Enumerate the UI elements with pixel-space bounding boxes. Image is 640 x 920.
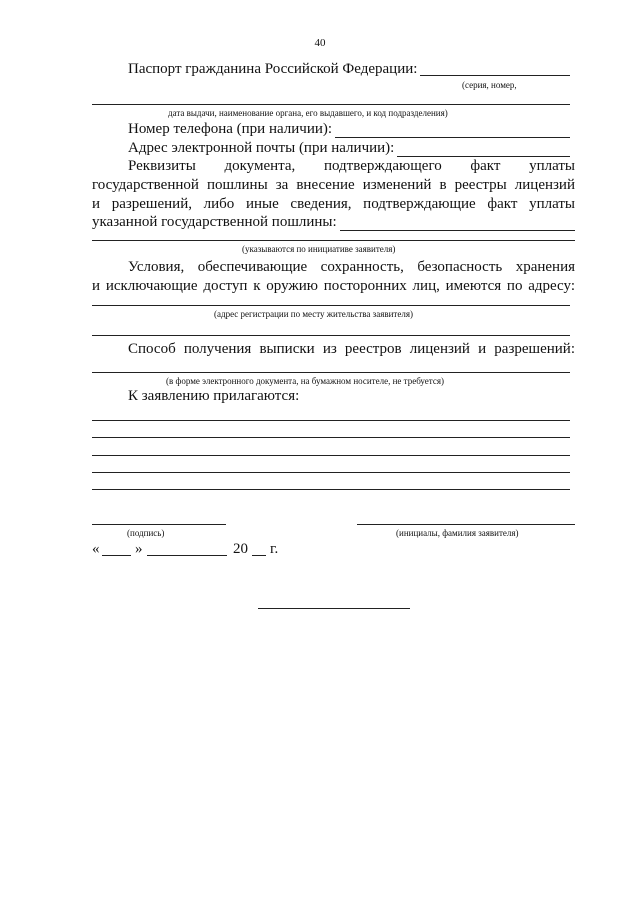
requisites-hint: (указываются по инициативе заявителя) (242, 244, 396, 254)
date-open-quote: « (92, 541, 100, 557)
passport-series-hint: (серия, номер, (462, 80, 517, 90)
email-field[interactable] (397, 142, 570, 157)
conditions-hint: (адрес регистрации по месту жительства заявителя) (214, 309, 413, 319)
passport-issue-field[interactable] (92, 104, 570, 105)
email-label: Адрес электронной почты (при наличии): (128, 140, 395, 156)
page-number: 40 (314, 37, 326, 49)
attachments-line-1[interactable] (92, 420, 570, 421)
signature-field[interactable] (92, 524, 226, 525)
conditions-line-2: и исключающие доступ к оружию посторонних лиц, имеются по адресу: (92, 278, 575, 294)
conditions-line-1: Условия, обеспечивающие сохранность, безопасность хранения (128, 259, 575, 275)
separator-line (258, 608, 410, 609)
email-row (128, 139, 570, 157)
date-day-field[interactable] (102, 555, 131, 556)
method-label: Способ получения выписки из реестров лицензий и разрешений: (128, 341, 575, 357)
requisites-line-4: указанной государственной пошлины: (92, 214, 337, 230)
phone-field[interactable] (335, 123, 570, 138)
date-year-prefix: 20 (233, 541, 248, 557)
attachments-line-4[interactable] (92, 472, 570, 473)
conditions-address-field-2[interactable] (92, 335, 570, 336)
date-close-quote: » (135, 541, 143, 557)
attachments-line-3[interactable] (92, 455, 570, 456)
requisites-field-2[interactable] (92, 240, 575, 241)
conditions-address-field[interactable] (92, 305, 570, 306)
name-field[interactable] (357, 524, 575, 525)
passport-issue-hint: дата выдачи, наименование органа, его выдавшего, и код подразделения) (168, 108, 448, 118)
method-hint: (в форме электронного документа, на бумажном носителе, не требуется) (166, 376, 444, 386)
requisites-row (92, 213, 575, 231)
requisites-line-1: Реквизиты документа, подтверждающего факт уплаты (128, 158, 575, 174)
attachments-label: К заявлению прилагаются: (128, 388, 300, 404)
phone-label: Номер телефона (при наличии): (128, 121, 333, 137)
method-field[interactable] (92, 372, 570, 373)
requisites-line-2: государственной пошлины за внесение изменений в реестры лицензий (92, 177, 575, 193)
phone-row (128, 120, 570, 138)
passport-label: Паспорт гражданина Российской Федерации: (128, 61, 418, 77)
requisites-line-3: и разрешений, либо иные сведения, подтверждающие факт уплаты (92, 196, 575, 212)
date-year-field[interactable] (252, 555, 266, 556)
attachments-line-5[interactable] (92, 489, 570, 490)
name-hint: (инициалы, фамилия заявителя) (396, 528, 519, 538)
date-year-suffix: г. (270, 541, 279, 557)
attachments-line-2[interactable] (92, 437, 570, 438)
passport-series-field[interactable] (420, 75, 570, 76)
signature-hint: (подпись) (127, 528, 165, 538)
requisites-field[interactable] (340, 216, 575, 231)
date-month-field[interactable] (147, 555, 227, 556)
